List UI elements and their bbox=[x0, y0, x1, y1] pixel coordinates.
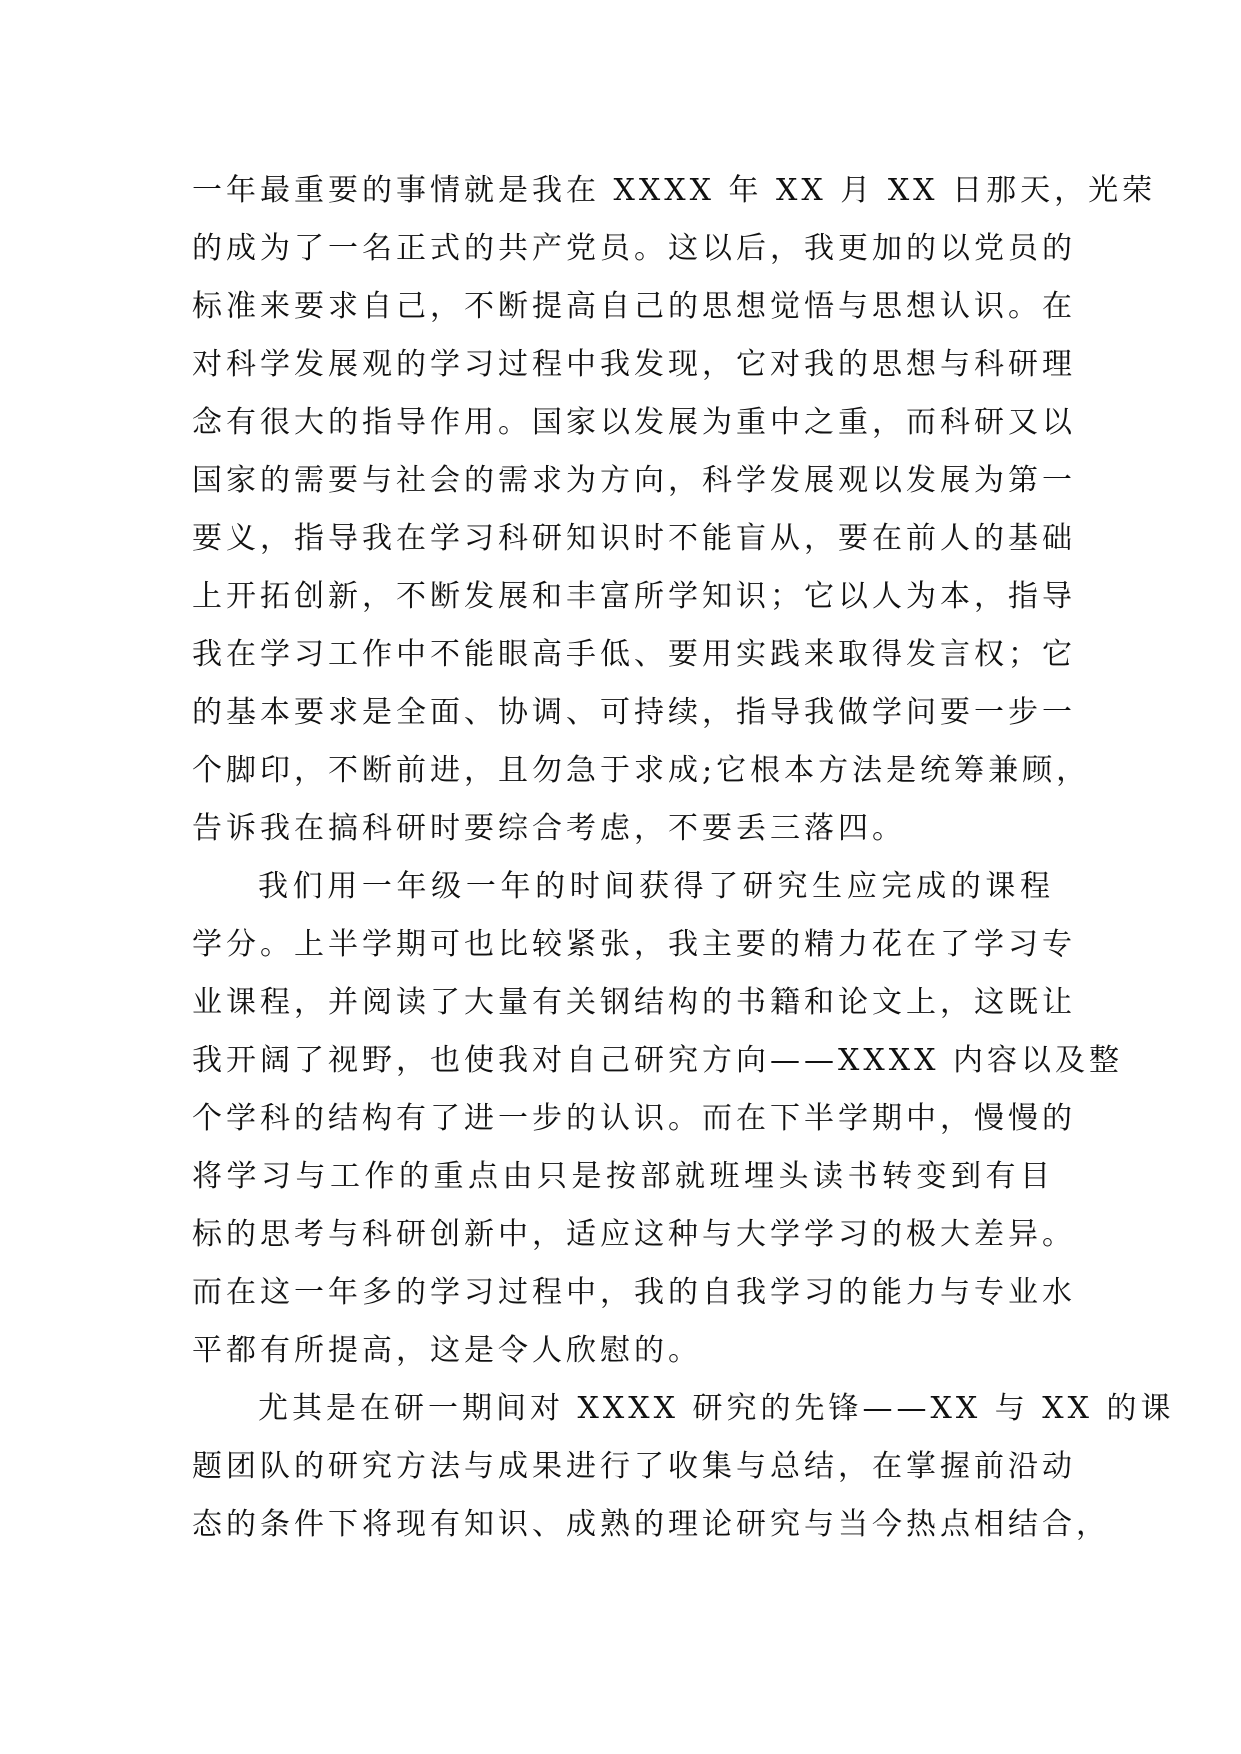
document-body bbox=[192, 162, 1175, 1554]
text-line: 国家的需要与社会的需求为方向，科学发展观以发展为第一 bbox=[192, 463, 1076, 498]
text-line: 一年最重要的事情就是我在 XXXX 年 XX 月 XX 日那天，光荣 bbox=[192, 173, 1157, 208]
text-line: 题团队的研究方法与成果进行了收集与总结，在掌握前沿动 bbox=[192, 1449, 1076, 1484]
text-line: 个脚印，不断前进，且勿急于求成;它根本方法是统筹兼顾， bbox=[192, 753, 1091, 788]
text-line: 我开阔了视野，也使我对自己研究方向——XXXX 内容以及整 bbox=[192, 1043, 1123, 1078]
text-line: 而在这一年多的学习过程中，我的自我学习的能力与专业水 bbox=[192, 1275, 1076, 1310]
text-line: 学分。上半学期可也比较紧张，我主要的精力花在了学习专 bbox=[192, 927, 1076, 962]
text-line: 要义，指导我在学习科研知识时不能盲从，要在前人的基础 bbox=[192, 521, 1076, 556]
text-line: 的成为了一名正式的共产党员。这以后，我更加的以党员的 bbox=[192, 231, 1076, 266]
text-line: 将学习与工作的重点由只是按部就班埋头读书转变到有目 bbox=[192, 1159, 1054, 1194]
text-line: 的基本要求是全面、协调、可持续，指导我做学问要一步一 bbox=[192, 695, 1076, 730]
paragraph-start-line: 我们用一年级一年的时间获得了研究生应完成的课程 bbox=[258, 869, 1054, 904]
paragraph-end-line: 告诉我在搞科研时要综合考虑，不要丢三落四。 bbox=[192, 811, 906, 846]
paragraph-end-line: 平都有所提高，这是令人欣慰的。 bbox=[192, 1333, 702, 1368]
paragraph-start-line: 尤其是在研一期间对 XXXX 研究的先锋——XX 与 XX 的课 bbox=[258, 1391, 1175, 1426]
text-line: 态的条件下将现有知识、成熟的理论研究与当今热点相结合， bbox=[192, 1507, 1110, 1542]
text-line: 个学科的结构有了进一步的认识。而在下半学期中，慢慢的 bbox=[192, 1101, 1076, 1136]
text-line: 标准来要求自己，不断提高自己的思想觉悟与思想认识。在 bbox=[192, 289, 1076, 324]
text-line: 标的思考与科研创新中，适应这种与大学学习的极大差异。 bbox=[192, 1217, 1076, 1252]
text-line: 我在学习工作中不能眼高手低、要用实践来取得发言权；它 bbox=[192, 637, 1076, 672]
text-line: 念有很大的指导作用。国家以发展为重中之重，而科研又以 bbox=[192, 405, 1076, 440]
text-line: 业课程，并阅读了大量有关钢结构的书籍和论文上，这既让 bbox=[192, 985, 1076, 1020]
text-line: 对科学发展观的学习过程中我发现，它对我的思想与科研理 bbox=[192, 347, 1076, 382]
text-line: 上开拓创新，不断发展和丰富所学知识；它以人为本，指导 bbox=[192, 579, 1076, 614]
